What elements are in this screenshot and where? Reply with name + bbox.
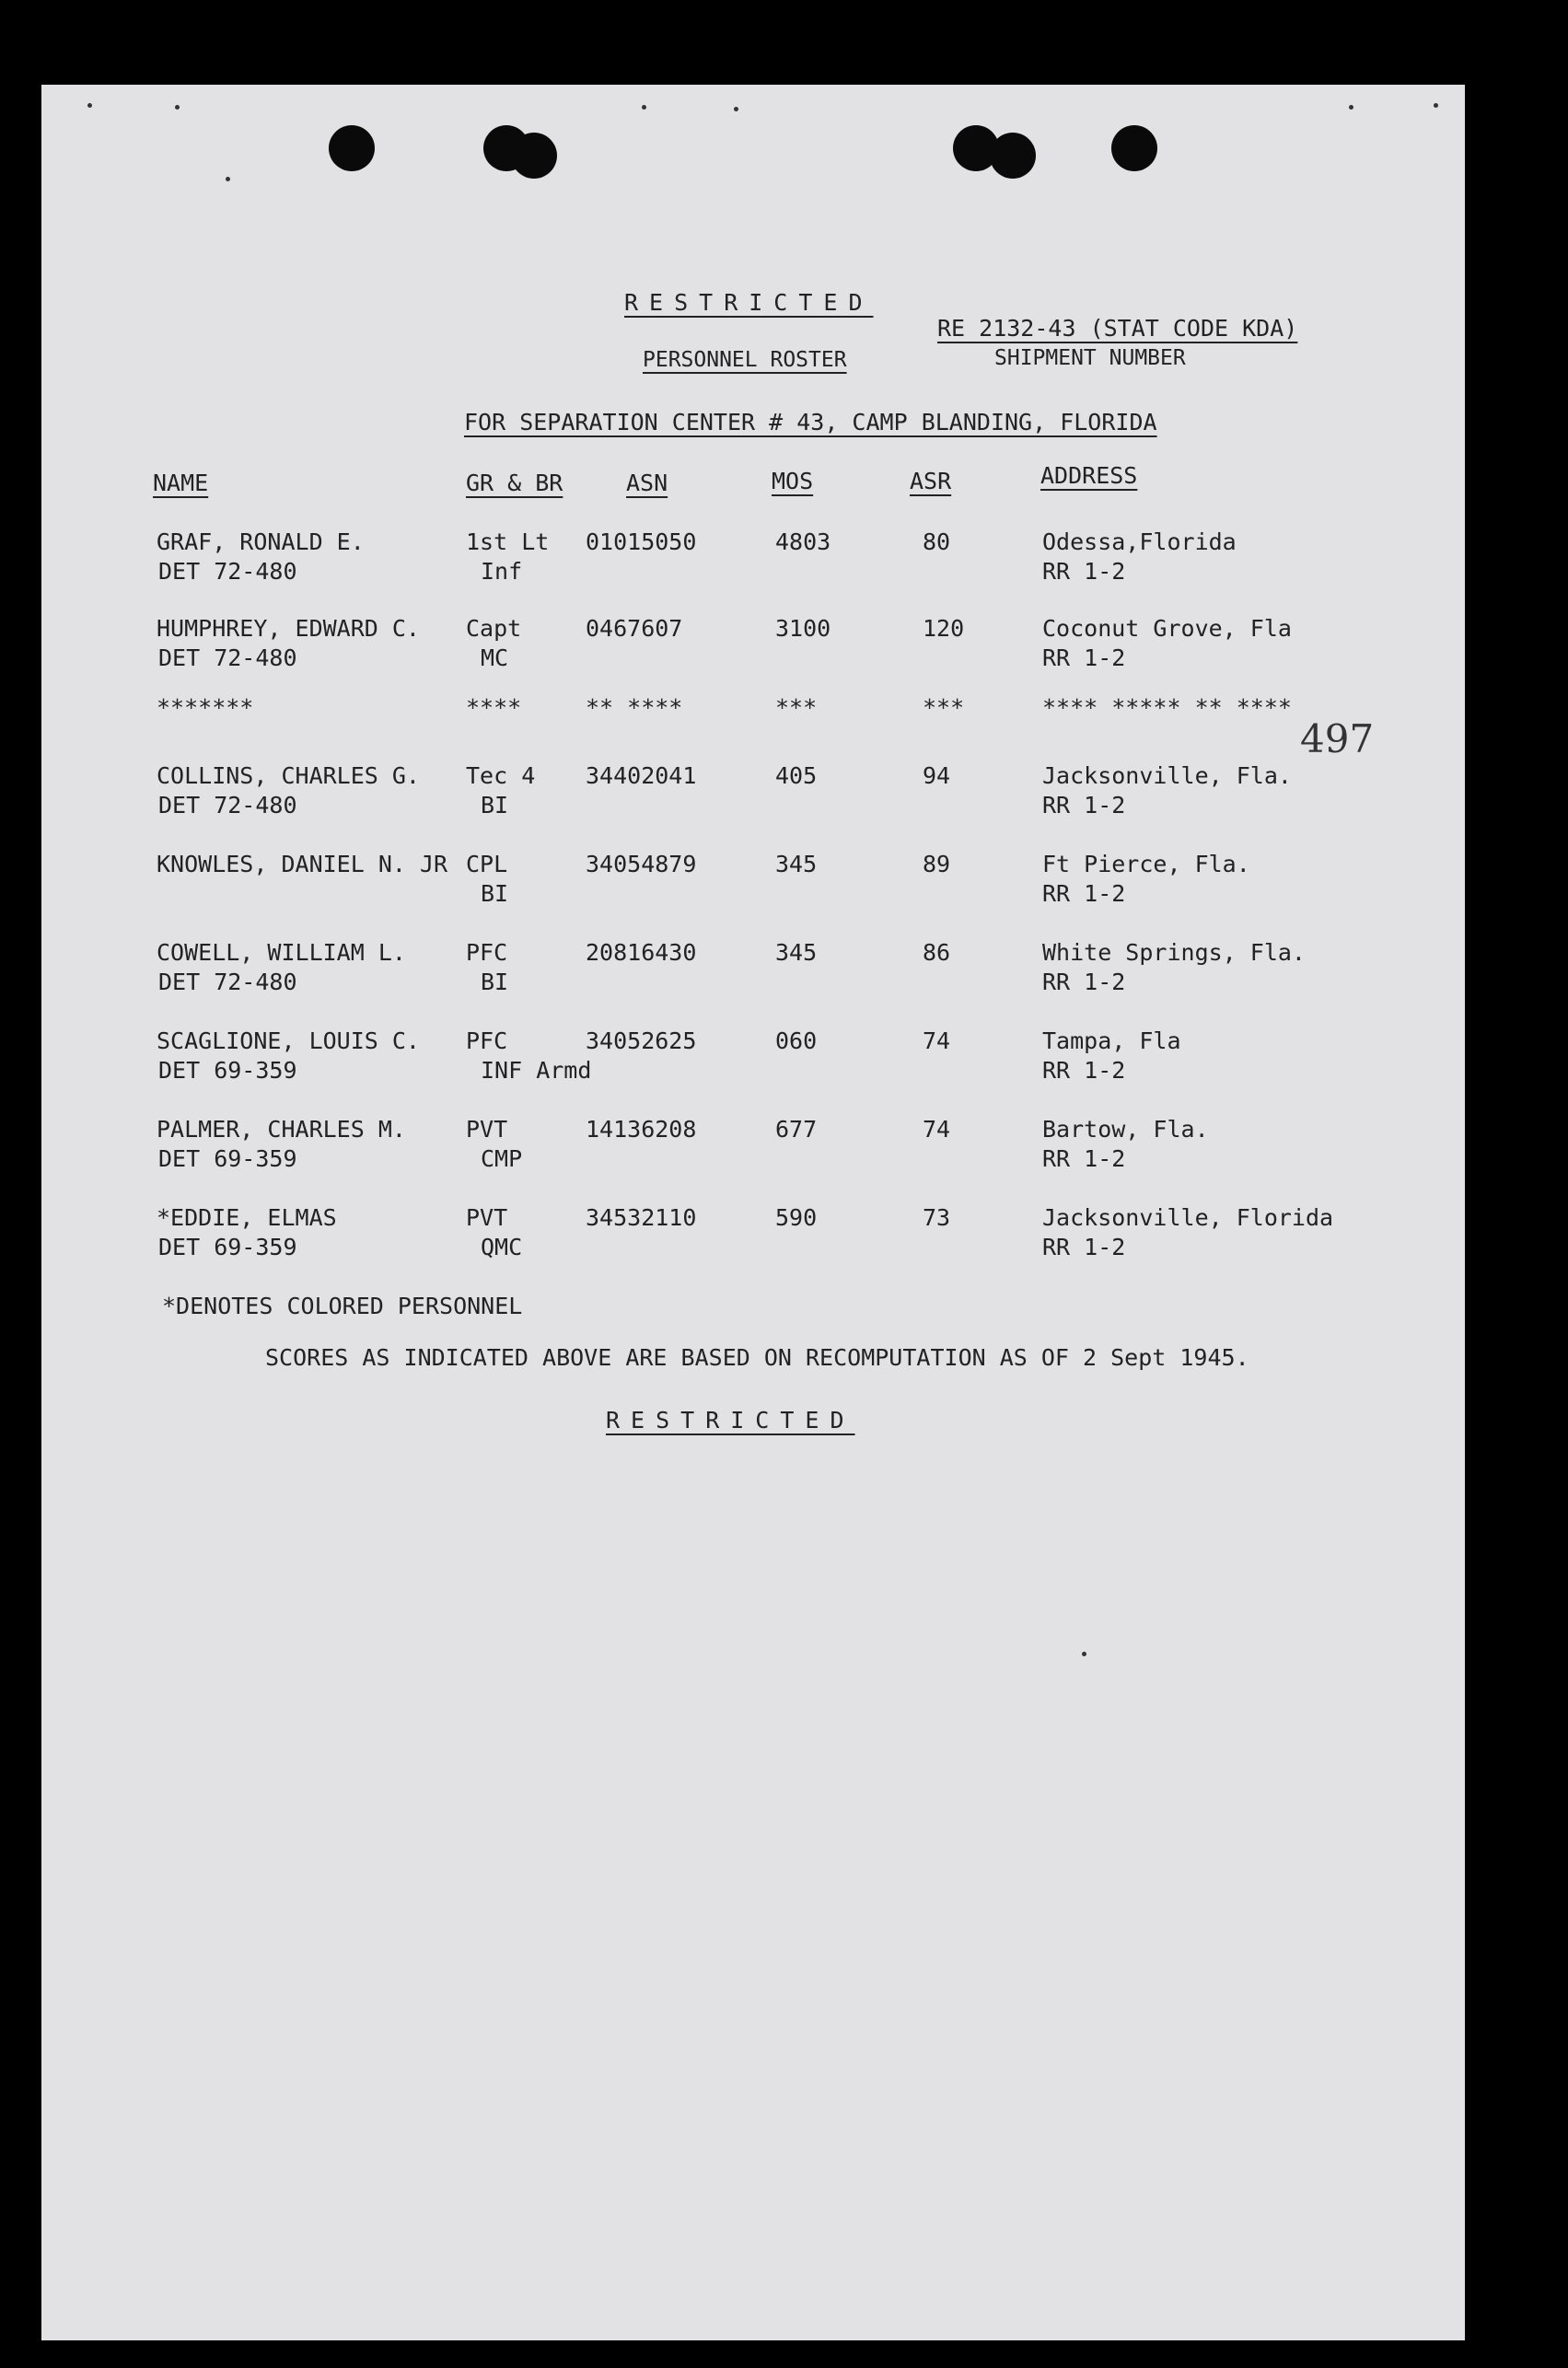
row-address-line2: RR 1-2 xyxy=(1042,969,1126,995)
col-header-asn: ASN xyxy=(626,470,668,496)
row-det: DET 72-480 xyxy=(158,969,297,995)
speck xyxy=(1082,1652,1086,1656)
page-number: 497 xyxy=(1300,716,1375,761)
row-asn: 14136208 xyxy=(586,1116,697,1143)
speck xyxy=(87,103,92,108)
scores-note: SCORES AS INDICATED ABOVE ARE BASED ON RECOMPUTATION AS OF 2 Sept 1945. xyxy=(265,1344,1249,1371)
row-address-line2: RR 1-2 xyxy=(1042,1145,1126,1172)
shipment-label: SHIPMENT NUMBER xyxy=(994,346,1186,370)
speck xyxy=(1434,103,1438,108)
row-det: DET 72-480 xyxy=(158,558,297,585)
row-grade: PFC xyxy=(466,1027,508,1054)
row-name: COLLINS, CHARLES G. xyxy=(157,762,420,789)
col-header-mos: MOS xyxy=(772,468,814,494)
row-address-line2: RR 1-2 xyxy=(1042,644,1126,671)
row-det: DET 69-359 xyxy=(158,1145,297,1172)
roster-title: PERSONNEL ROSTER xyxy=(643,348,847,372)
row-grade: **** xyxy=(466,694,522,721)
col-header-gr-br: GR & BR xyxy=(466,470,563,496)
row-mos: 060 xyxy=(775,1027,818,1054)
restricted-heading: RESTRICTED xyxy=(624,289,874,316)
punch-hole xyxy=(511,133,557,179)
row-branch: QMC xyxy=(481,1234,523,1260)
row-branch: Inf xyxy=(481,558,523,585)
row-mos: 345 xyxy=(775,939,818,966)
row-address-line2: RR 1-2 xyxy=(1042,880,1126,907)
punch-hole xyxy=(329,125,375,171)
col-header-address: ADDRESS xyxy=(1040,462,1138,489)
row-address: Ft Pierce, Fla. xyxy=(1042,851,1250,877)
row-asn: 34052625 xyxy=(586,1027,697,1054)
row-name: GRAF, RONALD E. xyxy=(157,528,365,555)
row-asr: 120 xyxy=(923,615,965,642)
row-asn: 34532110 xyxy=(586,1204,697,1231)
row-name: HUMPHREY, EDWARD C. xyxy=(157,615,420,642)
row-branch: CMP xyxy=(481,1145,523,1172)
row-det: DET 69-359 xyxy=(158,1057,297,1084)
row-asr: 86 xyxy=(923,939,951,966)
row-branch: BI xyxy=(481,969,509,995)
row-asr: 89 xyxy=(923,851,951,877)
speck xyxy=(1349,105,1353,110)
row-det: DET 69-359 xyxy=(158,1234,297,1260)
row-asr: 94 xyxy=(923,762,951,789)
row-name: ******* xyxy=(157,694,254,721)
row-address: Bartow, Fla. xyxy=(1042,1116,1209,1143)
row-address-line2: RR 1-2 xyxy=(1042,558,1126,585)
row-branch: BI xyxy=(481,880,509,907)
row-asr: 74 xyxy=(923,1027,951,1054)
row-mos: *** xyxy=(775,694,818,721)
row-address: Tampa, Fla xyxy=(1042,1027,1181,1054)
speck xyxy=(734,107,738,111)
row-mos: 3100 xyxy=(775,615,831,642)
row-address: Coconut Grove, Fla xyxy=(1042,615,1292,642)
row-det: DET 72-480 xyxy=(158,644,297,671)
row-asr: 80 xyxy=(923,528,951,555)
row-grade: Capt xyxy=(466,615,522,642)
separation-center: FOR SEPARATION CENTER # 43, CAMP BLANDING, FLORIDA xyxy=(464,409,1157,435)
row-asr: *** xyxy=(923,694,965,721)
speck xyxy=(175,105,180,110)
row-det: DET 72-480 xyxy=(158,792,297,818)
row-address: White Springs, Fla. xyxy=(1042,939,1306,966)
row-name: SCAGLIONE, LOUIS C. xyxy=(157,1027,420,1054)
row-grade: PVT xyxy=(466,1116,508,1143)
col-header-asr: ASR xyxy=(910,468,952,494)
row-asn: 34402041 xyxy=(586,762,697,789)
speck xyxy=(642,105,646,110)
row-asr: 73 xyxy=(923,1204,951,1231)
row-branch: BI xyxy=(481,792,509,818)
row-mos: 4803 xyxy=(775,528,831,555)
row-mos: 590 xyxy=(775,1204,818,1231)
row-mos: 405 xyxy=(775,762,818,789)
row-name: COWELL, WILLIAM L. xyxy=(157,939,406,966)
row-grade: Tec 4 xyxy=(466,762,536,789)
row-address-line2: RR 1-2 xyxy=(1042,792,1126,818)
row-asn: 34054879 xyxy=(586,851,697,877)
row-asn: 01015050 xyxy=(586,528,697,555)
row-address: Odessa,Florida xyxy=(1042,528,1237,555)
row-branch: INF Armd xyxy=(481,1057,592,1084)
row-asr: 74 xyxy=(923,1116,951,1143)
row-address: Jacksonville, Fla. xyxy=(1042,762,1292,789)
speck xyxy=(226,177,230,181)
row-name: KNOWLES, DANIEL N. JR xyxy=(157,851,448,877)
row-address-line2: RR 1-2 xyxy=(1042,1234,1126,1260)
row-grade: PFC xyxy=(466,939,508,966)
col-header-name: NAME xyxy=(153,470,209,496)
row-name: PALMER, CHARLES M. xyxy=(157,1116,406,1143)
row-address: **** ***** ** **** xyxy=(1042,694,1292,721)
row-asn: 20816430 xyxy=(586,939,697,966)
restricted-footer: RESTRICTED xyxy=(606,1407,855,1434)
row-address: Jacksonville, Florida xyxy=(1042,1204,1334,1231)
row-asn: ** **** xyxy=(586,694,683,721)
row-grade: CPL xyxy=(466,851,508,877)
punch-hole xyxy=(990,133,1036,179)
row-grade: PVT xyxy=(466,1204,508,1231)
punch-hole xyxy=(1111,125,1157,171)
row-address-line2: RR 1-2 xyxy=(1042,1057,1126,1084)
row-mos: 345 xyxy=(775,851,818,877)
row-branch: MC xyxy=(481,644,509,671)
row-mos: 677 xyxy=(775,1116,818,1143)
row-asn: 0467607 xyxy=(586,615,683,642)
row-name: *EDDIE, ELMAS xyxy=(157,1204,337,1231)
row-grade: 1st Lt xyxy=(466,528,550,555)
footnote: *DENOTES COLORED PERSONNEL xyxy=(162,1293,523,1319)
re-number: RE 2132-43 (STAT CODE KDA) xyxy=(937,315,1298,342)
